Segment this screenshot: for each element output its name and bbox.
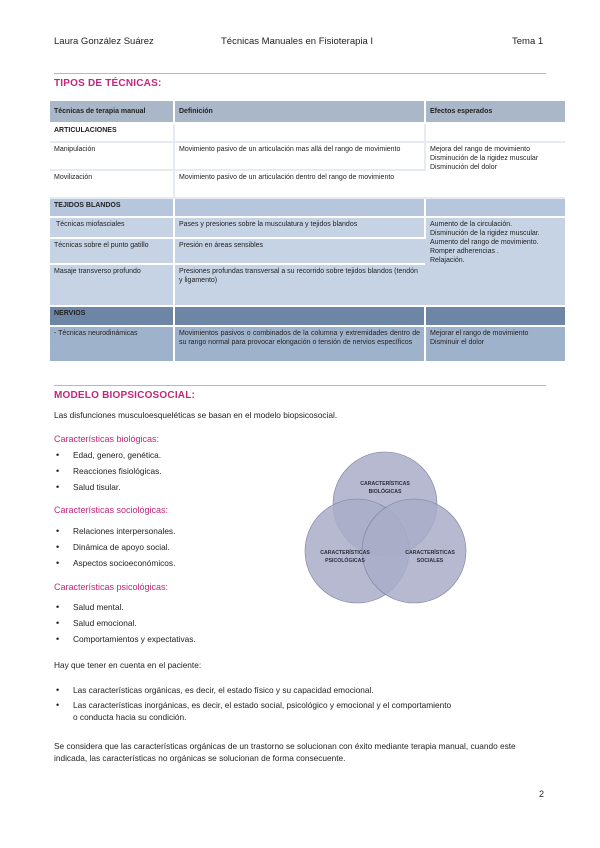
soc-heading: Características sociológicas:: [54, 505, 169, 515]
effect-line: Romper adherencias .: [430, 248, 499, 256]
section-divider: [54, 385, 546, 386]
technique-cell: Masaje transverso profundo: [50, 264, 174, 306]
effect-line: Aumento del rango de movimiento.: [430, 239, 539, 247]
soc-list: [54, 524, 175, 572]
effect-line: Aumento de la circulación.: [430, 221, 513, 228]
conclusion-paragraph: Se considera que las características orgánicas de un trastorno se solucionan con éxito mediante terapia manual, cuando este indicada, las características no orgánicas se solucionan de forma consecuente.: [54, 741, 516, 763]
table-group-row: [50, 306, 565, 326]
technique-cell: Movilización: [50, 170, 174, 198]
list-item: • Las características orgánicas, es decir, el estado físico y su capacidad emocional.: [54, 684, 454, 696]
definition-cell: Movimiento pasivo de un articulación dentro del rango de movimiento: [174, 170, 425, 198]
group-label: ARTICULACIONES: [50, 123, 174, 142]
list-item: • Salud tisular.: [54, 480, 162, 496]
venn-label-bio-1: CARACTERÍSTICAS: [360, 481, 410, 487]
table-row: [50, 326, 565, 362]
list-item: • Comportamientos y expectativas.: [54, 632, 196, 648]
list-item: • Salud emocional.: [54, 616, 196, 632]
effect-line: Disminución del dolor: [430, 164, 497, 172]
list-item: • Las características inorgánicas, es decir, el estado social, psicológico y emocional y el comportamiento o conducta hacia su condición.: [54, 699, 454, 723]
venn-label-soc-2: SOCIALES: [416, 558, 444, 564]
group-label: TEJIDOS BLANDOS: [50, 198, 174, 217]
table-header-cell: Definición: [174, 101, 425, 123]
bio-heading: Características biológicas:: [54, 434, 160, 444]
psi-list: [54, 600, 196, 648]
technique-cell: Técnicas sobre el punto gatillo: [50, 238, 174, 264]
list-item: • Aspectos socioeconómicos.: [54, 556, 175, 572]
psi-heading: Características psicológicas:: [54, 582, 169, 592]
table-group-row: [50, 198, 565, 217]
effects-cell: [425, 217, 565, 306]
table-header-cell: Técnicas de terapia manual: [50, 101, 174, 123]
list-item: • Dinámica de apoyo social.: [54, 540, 175, 556]
table-header-row: [50, 101, 565, 123]
effect-line: Mejora del rango de movimiento: [430, 146, 530, 153]
effects-cell: [425, 326, 565, 362]
intro-paragraph: Las disfunciones musculoesqueléticas se basan en el modelo biopsicosocial.: [54, 410, 338, 420]
venn-label-soc-1: CARACTERÍSTICAS: [405, 550, 455, 556]
table-header-cell: Efectos esperados: [425, 101, 565, 123]
effect-line: Disminución de la rigidez muscular.: [430, 230, 540, 238]
technique-cell: Técnicas miofasciales: [50, 217, 174, 238]
table-row: [50, 217, 565, 238]
table-row: [50, 142, 565, 170]
section-title-tipos: TIPOS DE TÉCNICAS:: [54, 78, 162, 89]
definition-cell: Movimientos pasivos o combinados de la columna y extremidades dentro de su rango normal para provocar elongación o tensión de nervios específicos: [174, 326, 425, 362]
list-item: • Edad, genero, genética.: [54, 448, 162, 464]
venn-label-psi-1: CARACTERÍSTICAS: [320, 550, 370, 556]
list-item: • Reacciones fisiológicas.: [54, 464, 162, 480]
technique-cell: Manipulación: [50, 142, 174, 170]
definition-cell: Presión en áreas sensibles: [174, 238, 425, 264]
effect-line: Disminuir el dolor: [430, 339, 485, 347]
effect-line: Relajación.: [430, 257, 465, 265]
definition-cell: Movimiento pasivo de un articulación mas allá del rango de movimiento: [174, 142, 425, 170]
header-topic: Tema 1: [512, 36, 544, 47]
table-group-row: [50, 123, 565, 142]
section-divider: [54, 73, 546, 74]
definition-cell: Presiones profundas transversal a su recorrido sobre tejidos blandos (tendón y ligamento): [174, 264, 425, 306]
biopsychosocial-venn-diagram: [296, 444, 496, 614]
venn-label-psi-2: PSICOLÓGICAS: [325, 558, 365, 564]
page-number: 2: [539, 789, 545, 799]
effects-cell: [425, 142, 565, 198]
effect-line: Mejorar el rango de movimiento: [430, 330, 529, 337]
technique-cell: - Técnicas neurodinámicas: [50, 326, 174, 362]
effect-line: Disminución de la rigidez muscular: [430, 155, 539, 163]
patient-intro: Hay que tener en cuenta en el paciente:: [54, 660, 202, 670]
list-item: • Relaciones interpersonales.: [54, 524, 175, 540]
definition-cell: Pases y presiones sobre la musculatura y tejidos blandos: [174, 217, 425, 238]
group-label: NERVIOS: [50, 306, 174, 326]
techniques-table: [50, 101, 565, 363]
bio-list: [54, 448, 162, 496]
list-item: • Salud mental.: [54, 600, 196, 616]
venn-label-bio-2: BIOLÓGICAS: [368, 489, 402, 495]
header-author: Laura González Suárez: [54, 36, 154, 47]
header-course: Técnicas Manuales en Fisioterapia I: [221, 36, 374, 47]
patient-list: [54, 684, 454, 726]
section-title-modelo: MODELO BIOPSICOSOCIAL:: [54, 390, 196, 401]
